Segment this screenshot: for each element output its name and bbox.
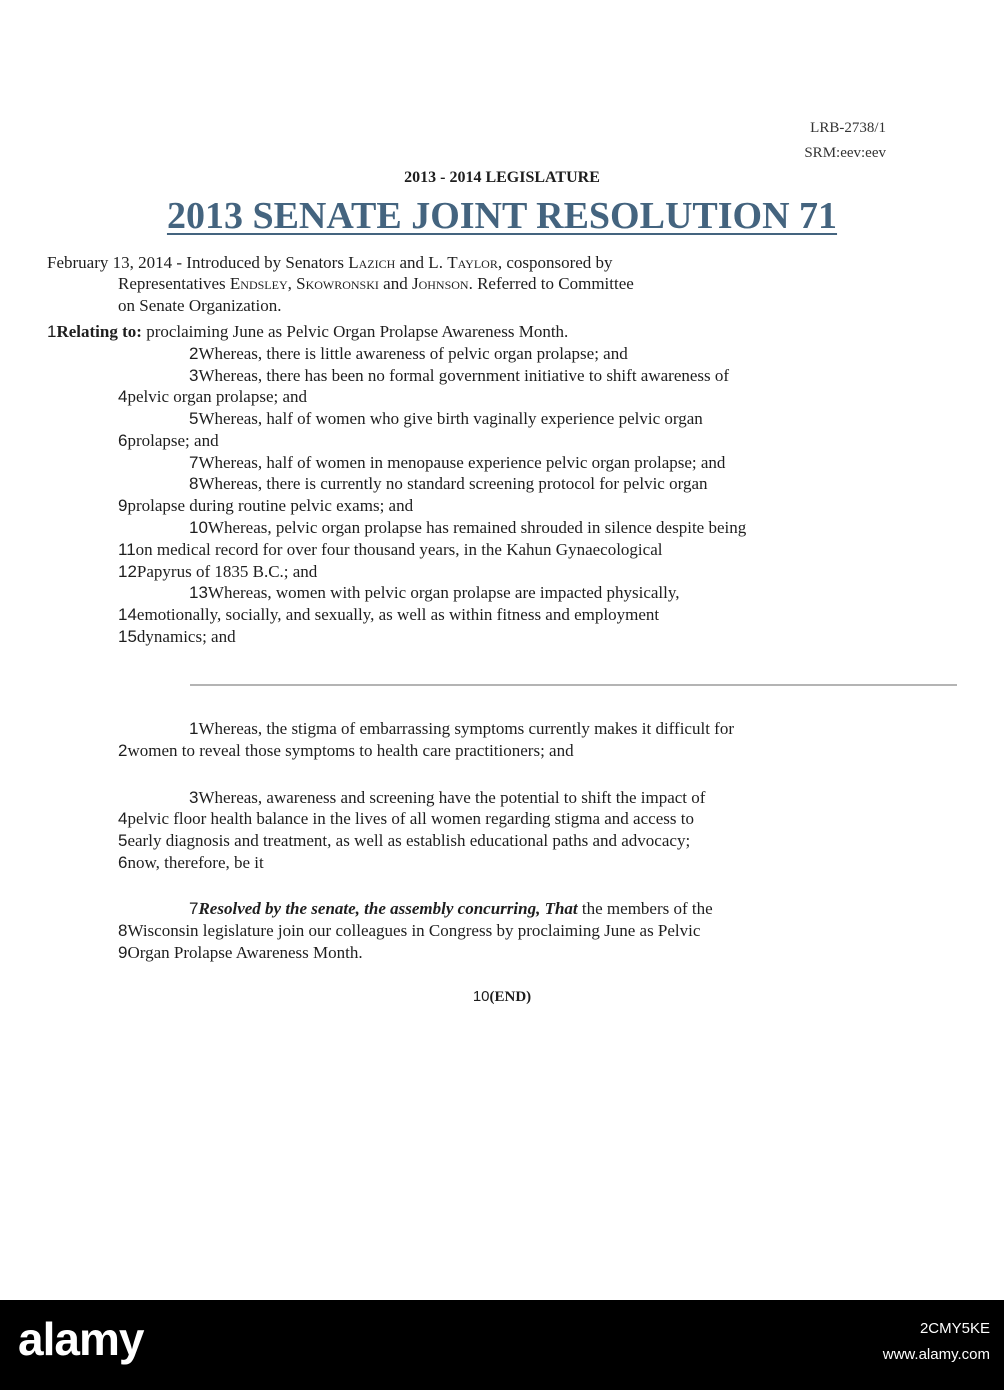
line-number: 7 <box>189 899 199 918</box>
drafter-code: SRM:eev:eev <box>804 145 886 161</box>
watermark-banner <box>0 1300 1004 1390</box>
resolution-line: 8Whereas, there is currently no standard screening protocol for pelvic organ <box>189 474 708 493</box>
line-number: 11 <box>118 540 136 559</box>
resolution-line: 4pelvic organ prolapse; and <box>118 387 308 406</box>
image-id: 2CMY5KE <box>919 1320 990 1337</box>
senator-name: Lazich <box>348 253 396 272</box>
legislature-heading: 2013 - 2014 LEGISLATURE <box>404 169 600 186</box>
line-number: 5 <box>118 831 128 850</box>
resolution-line: 5Whereas, half of women who give birth vaginally experience pelvic organ <box>189 409 703 428</box>
resolution-line: 9prolapse during routine pelvic exams; and <box>118 496 414 515</box>
line-number: 10 <box>472 988 490 1005</box>
line-number: 12 <box>118 562 137 581</box>
senator-name: Taylor <box>447 253 498 272</box>
resolution-line: 5early diagnosis and treatment, as well as establish educational paths and advocacy; <box>118 831 691 850</box>
lrb-number: LRB-2738/1 <box>810 120 886 136</box>
resolution-line: 2Whereas, there is little awareness of pelvic organ prolapse; and <box>189 344 628 363</box>
resolution-line: 1Relating to: proclaiming June as Pelvic Organ Prolapse Awareness Month. <box>47 322 569 341</box>
line-number: 4 <box>118 387 128 406</box>
resolved-clause: Resolved by the senate, the assembly concurring, That <box>198 899 578 918</box>
line-number: 13 <box>189 583 208 602</box>
line-number: 4 <box>118 809 128 828</box>
line-number: 9 <box>118 943 128 962</box>
line-number: 10 <box>189 518 208 537</box>
line-number: 9 <box>118 496 128 515</box>
line-number: 2 <box>189 344 199 363</box>
resolution-line: 11on medical record for over four thousand years, in the Kahun Gynaecological <box>118 540 663 559</box>
line-number: 1 <box>189 719 199 738</box>
line-number: 15 <box>118 627 137 646</box>
line-number: 14 <box>118 605 137 624</box>
resolution-line: 2women to reveal those symptoms to health care practitioners; and <box>118 741 574 760</box>
intro-line-1: February 13, 2014 - Introduced by Senators Lazich and L. Taylor, cosponsored by <box>47 253 613 272</box>
line-number: 3 <box>189 366 199 385</box>
line-number: 8 <box>118 921 128 940</box>
resolution-line: 7Whereas, half of women in menopause experience pelvic organ prolapse; and <box>189 453 726 472</box>
end-marker: 10(END) <box>472 988 532 1005</box>
resolution-line: 9Organ Prolapse Awareness Month. <box>118 943 363 962</box>
intro-line-3: on Senate Organization. <box>118 296 282 315</box>
resolution-line: 1Whereas, the stigma of embarrassing symptoms currently makes it difficult for <box>189 719 734 738</box>
intro-line-2: Representatives Endsley, Skowronski and Johnson. Referred to Committee <box>118 274 634 293</box>
page-title: 2013 SENATE JOINT RESOLUTION 71 <box>166 195 838 237</box>
line-number: 6 <box>118 431 128 450</box>
resolution-line: 4pelvic floor health balance in the lives of all women regarding stigma and access to <box>118 809 694 828</box>
resolution-line: 8Wisconsin legislature join our colleagues in Congress by proclaiming June as Pelvic <box>118 921 701 940</box>
resolution-line: 3Whereas, there has been no formal government initiative to shift awareness of <box>189 366 730 385</box>
resolution-line: 3Whereas, awareness and screening have the potential to shift the impact of <box>189 788 706 807</box>
representative-name: Johnson <box>411 274 469 293</box>
line-number: 2 <box>118 741 128 760</box>
line-number: 7 <box>189 453 199 472</box>
line-number: 8 <box>189 474 199 493</box>
line-number: 3 <box>189 788 199 807</box>
resolution-line: 15dynamics; and <box>118 627 236 646</box>
line-number: 6 <box>118 853 128 872</box>
line-number: 5 <box>189 409 199 428</box>
resolution-line: 13Whereas, women with pelvic organ prolapse are impacted physically, <box>189 583 680 602</box>
representative-name: Endsley <box>229 274 288 293</box>
page-divider <box>190 684 957 686</box>
resolution-line: 6prolapse; and <box>118 431 219 450</box>
site-url: www.alamy.com <box>882 1346 990 1363</box>
resolution-line: 6now, therefore, be it <box>118 853 264 872</box>
resolution-line: 12Papyrus of 1835 B.C.; and <box>118 562 318 581</box>
resolution-line: 7Resolved by the senate, the assembly concurring, That the members of the <box>189 899 713 918</box>
resolution-line: 14emotionally, socially, and sexually, as well as within fitness and employment <box>118 605 660 624</box>
line-number: 1 <box>47 322 57 341</box>
representative-name: Skowronski <box>296 274 379 293</box>
resolution-line: 10Whereas, pelvic organ prolapse has remained shrouded in silence despite being <box>189 518 747 537</box>
alamy-logo: alamy <box>18 1313 144 1365</box>
